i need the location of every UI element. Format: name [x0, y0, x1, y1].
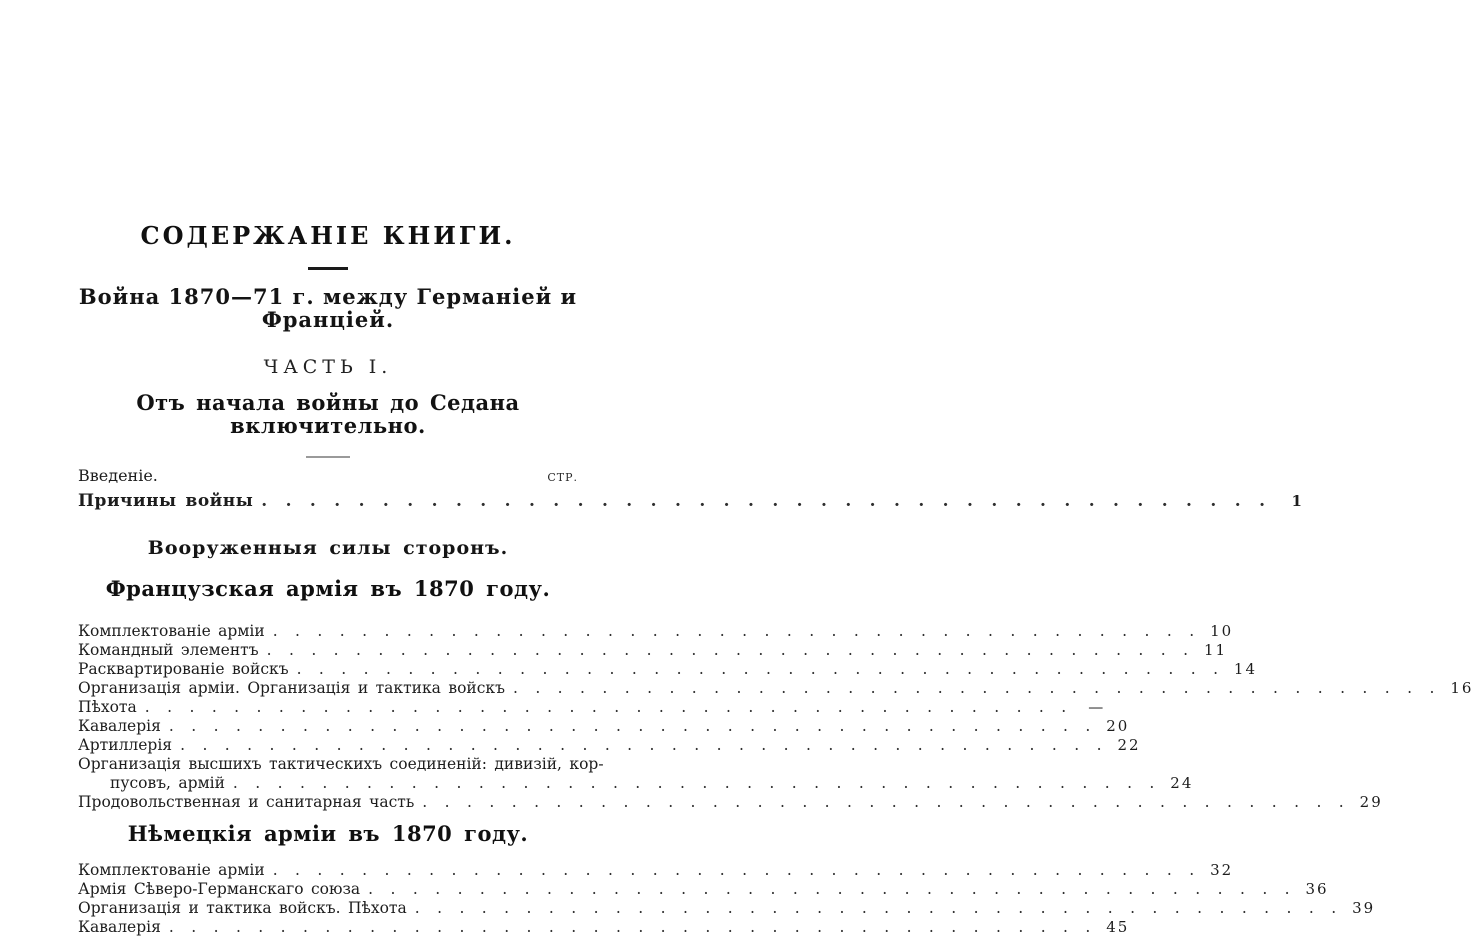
part-heading: ЧАСТЬ I. — [263, 356, 393, 379]
toc-entry-label: Артиллерія — [78, 736, 173, 755]
dot-leader — [368, 880, 1294, 899]
toc-entry — [78, 622, 1234, 641]
intro-label: Введеніе. — [78, 466, 158, 486]
dot-leader — [273, 622, 1199, 641]
toc-entry — [78, 736, 1141, 755]
dot-leader — [145, 698, 1071, 717]
toc-page-number: 39 — [1352, 899, 1376, 918]
toc-entry — [78, 861, 1234, 880]
dot-leader — [267, 641, 1193, 660]
toc-entry-label: Продовольственная и санитарная часть — [78, 793, 415, 812]
toc-list-french — [78, 622, 1473, 812]
divider-rule-light — [306, 456, 350, 458]
war-title: Война 1870—71 г. между Германіей и Франціей. — [78, 284, 578, 333]
toc-page-number: 14 — [1233, 660, 1258, 679]
toc-entry-label: Комплектованіе арміи — [78, 622, 265, 641]
toc-entry-label: пусовъ, армій — [110, 774, 225, 793]
dot-leader — [422, 793, 1348, 812]
toc-entry — [78, 641, 1228, 660]
toc-entry-label: Организація арміи. Организація и тактика войскъ — [78, 679, 505, 698]
dot-leader — [297, 660, 1223, 679]
toc-entry-label: Командный элементъ — [78, 641, 259, 660]
toc-page-number: 45 — [1106, 918, 1130, 937]
toc-entry-label: Организація и тактика войскъ. Пѣхота — [78, 899, 407, 918]
toc-entry — [78, 899, 1376, 918]
dot-leader — [180, 736, 1106, 755]
toc-entry-continuation — [78, 774, 1194, 793]
toc-page-number: 16 — [1450, 679, 1473, 698]
section-heading-forces: Вооруженныя силы сторонъ. — [147, 537, 509, 560]
toc-entry-label: Комплектованіе арміи — [78, 861, 265, 880]
dot-leader — [273, 861, 1199, 880]
toc-entry — [78, 698, 1106, 717]
toc-page-number: 32 — [1210, 861, 1234, 880]
toc-page-number: 11 — [1203, 641, 1228, 660]
page-title: СОДЕРЖАНІЕ КНИГИ. — [140, 221, 516, 250]
toc-page-number: 36 — [1305, 880, 1329, 899]
toc-entry — [78, 679, 1473, 698]
dot-leader — [169, 918, 1095, 937]
toc-list-german — [78, 861, 1376, 937]
dot-leader — [261, 490, 1270, 512]
divider-rule — [308, 267, 348, 270]
toc-page-number: 1 — [1291, 492, 1304, 511]
toc-entry — [78, 490, 1304, 512]
toc-entry-label: Армія Сѣверо-Германскаго союза — [78, 880, 361, 899]
dot-leader — [233, 774, 1159, 793]
toc-page-number: — — [1088, 698, 1106, 717]
toc-entry-label: Причины войны — [78, 491, 254, 512]
toc-page-number: 22 — [1117, 736, 1141, 755]
toc-entry-label: Расквартированіе войскъ — [78, 660, 289, 679]
part-subtitle: Отъ начала войны до Седана включительно. — [136, 390, 520, 439]
toc-entry-label: Организація высшихъ тактическихъ соединеній: дивизій, кор- — [78, 755, 604, 774]
toc-entry — [78, 660, 1258, 679]
intro-header-row — [78, 466, 578, 485]
toc-entry-label: Пѣхота — [78, 698, 137, 717]
toc-entry-label: Кавалерія — [78, 918, 161, 937]
toc-entry — [78, 755, 604, 774]
toc-entry — [78, 793, 1383, 812]
toc-page-number: 29 — [1359, 793, 1383, 812]
section-heading-french-army: Французская армія въ 1870 году. — [105, 576, 551, 602]
dot-leader — [169, 717, 1095, 736]
toc-entry-label: Кавалерія — [78, 717, 161, 736]
toc-entry — [78, 918, 1130, 937]
toc-page-number: 20 — [1106, 717, 1130, 736]
toc-page-number: 24 — [1170, 774, 1194, 793]
dot-leader — [513, 679, 1439, 698]
page-column-label: СТР. — [547, 471, 578, 485]
dot-leader — [415, 899, 1341, 918]
toc-entry — [78, 717, 1130, 736]
toc-page-number: 10 — [1210, 622, 1234, 641]
section-heading-german-army: Нѣмецкія арміи въ 1870 году. — [127, 821, 529, 847]
toc-entry — [78, 880, 1329, 899]
page-content — [78, 0, 1473, 937]
